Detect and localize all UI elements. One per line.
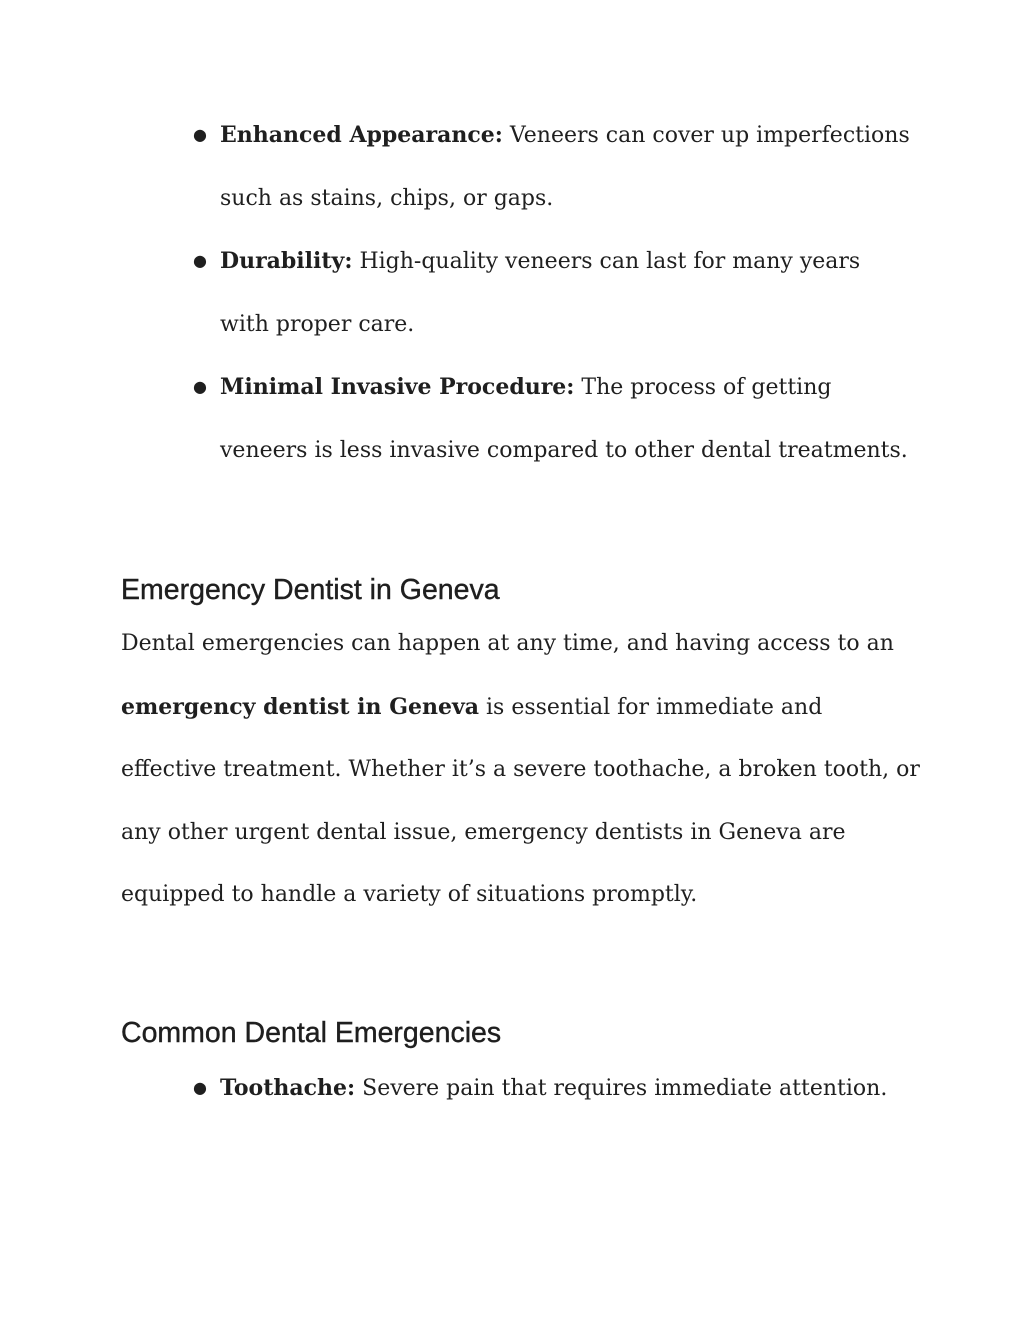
list-item	[220, 230, 910, 356]
list-item	[220, 356, 910, 482]
list-item-text: Severe pain that requires immediate attention.	[355, 1076, 888, 1101]
section-heading-emergency-dentist: Emergency Dentist in Geneva	[121, 574, 500, 606]
list-item	[220, 104, 910, 230]
list-item-text: High-quality veneers can last for many years with proper care.	[220, 249, 861, 337]
paragraph-text: Dental emergencies can happen at any time, and having access to an	[121, 631, 894, 656]
paragraph-text: is essential for immediate and effective treatment. Whether it’s a severe toothache, a broken tooth, or any other urgent dental issue, emergency dentists in Geneva are equipped to handle a variety of situations promptly.	[121, 694, 920, 907]
bullet-icon	[193, 356, 207, 419]
paragraph-bold-text: emergency dentist in Geneva	[121, 693, 480, 720]
list-item-text: The process of getting veneers is less invasive compared to other dental treatments.	[220, 375, 908, 463]
list-item-term: Minimal Invasive Procedure:	[220, 374, 575, 400]
list-item-term: Toothache:	[220, 1075, 356, 1101]
bullet-icon	[193, 230, 207, 293]
list-item-term: Enhanced Appearance:	[220, 122, 503, 148]
list-item-term: Durability:	[220, 248, 353, 274]
benefits-list	[220, 104, 910, 482]
list-item	[220, 1057, 910, 1121]
list-item-text: Veneers can cover up imperfections such as stains, chips, or gaps.	[220, 123, 910, 211]
emergencies-list	[220, 1057, 910, 1121]
bullet-icon	[193, 104, 207, 167]
section-paragraph	[121, 613, 921, 927]
section-heading-common-emergencies: Common Dental Emergencies	[121, 1017, 502, 1049]
bullet-icon	[193, 1057, 207, 1120]
